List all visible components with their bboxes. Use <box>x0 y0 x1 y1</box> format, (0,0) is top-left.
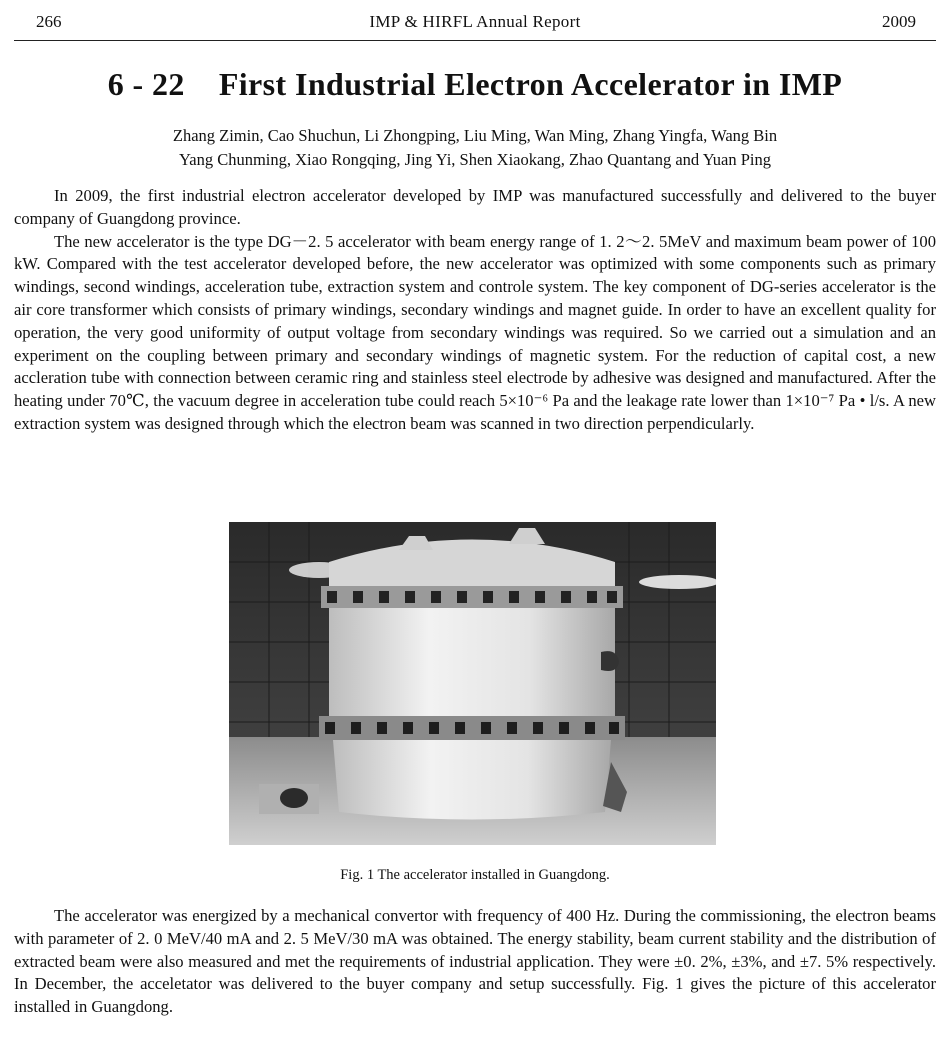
paragraph-commissioning: The accelerator was energized by a mechanical convertor with frequency of 400 Hz. During the commissioning, the electron beams with parameter of 2. 0 MeV/40 mA and 2. 5 MeV/30 mA was obtained. The energy stability, beam current stability and the distribution of extracted beam were also measured and met the requirements of industrial application. They were ±0. 2%, ±3%, and ±7. 5% respectively. In December, the acceletator was delivered to the buyer company and setup successfully. Fig. 1 gives the picture of this accelerator installed in Guangdong. <box>14 906 936 1017</box>
authors-line-1: Zhang Zimin, Cao Shuchun, Li Zhongping, Liu Ming, Wan Ming, Zhang Yingfa, Wang Bin <box>172 126 778 145</box>
report-year: 2009 <box>882 12 916 31</box>
accelerator-photo <box>229 522 716 845</box>
page-number: 266 <box>36 12 62 31</box>
body-text-intro <box>14 185 936 436</box>
body-text-commissioning <box>14 905 936 1019</box>
journal-title: IMP & HIRFL Annual Report <box>369 12 581 31</box>
accelerator-photo-illustration <box>229 522 716 845</box>
paragraph-intro: In 2009, the first industrial electron accelerator developed by IMP was manufactured successfully and delivered to the buyer company of Guangdong province. <box>14 186 936 228</box>
authors-line-2: Yang Chunming, Xiao Rongqing, Jing Yi, Shen Xiaokang, Zhao Quantang and Yuan Ping <box>179 150 771 169</box>
article-number: 6 - 22 <box>107 66 185 102</box>
running-header <box>14 10 936 36</box>
header-rule <box>14 40 936 41</box>
figure-caption: Fig. 1 The accelerator installed in Guangdong. <box>340 867 610 883</box>
author-list <box>0 124 950 172</box>
article-title-text: First Industrial Electron Accelerator in IMP <box>218 66 843 102</box>
paragraph-description: The new accelerator is the type DG－2. 5 accelerator with beam energy range of 1. 2～2. 5MeV and maximum beam power of 100 kW. Compared with the test accelerator developed before, the new accelerator was optimized with some components such as primary windings, second windings, acceleration tube, extraction system and controle system. The key component of DG-series accelerator is the air core transformer which consists of primary windings, secondary windings and magnet guide. In order to have an excellent quality for operation, the very good uniformity of output voltage from secondary windings was required. So we carried out a simulation and an experiment on the coupling between primary and secondary windings of magnetic system. For the reduction of capital cost, a new accleration tube with connection between ceramic ring and stainless steel electrode by adhesive was designed and manufactured. After the heating under 70℃, the vacuum degree in acceleration tube could reach 5×10⁻⁶ Pa and the leakage rate lower than 1×10⁻⁷ Pa • l/s. A new extraction system was designed through which the electron beam was scanned in two direction perpendicularly. <box>14 231 936 433</box>
article-title <box>0 66 950 103</box>
